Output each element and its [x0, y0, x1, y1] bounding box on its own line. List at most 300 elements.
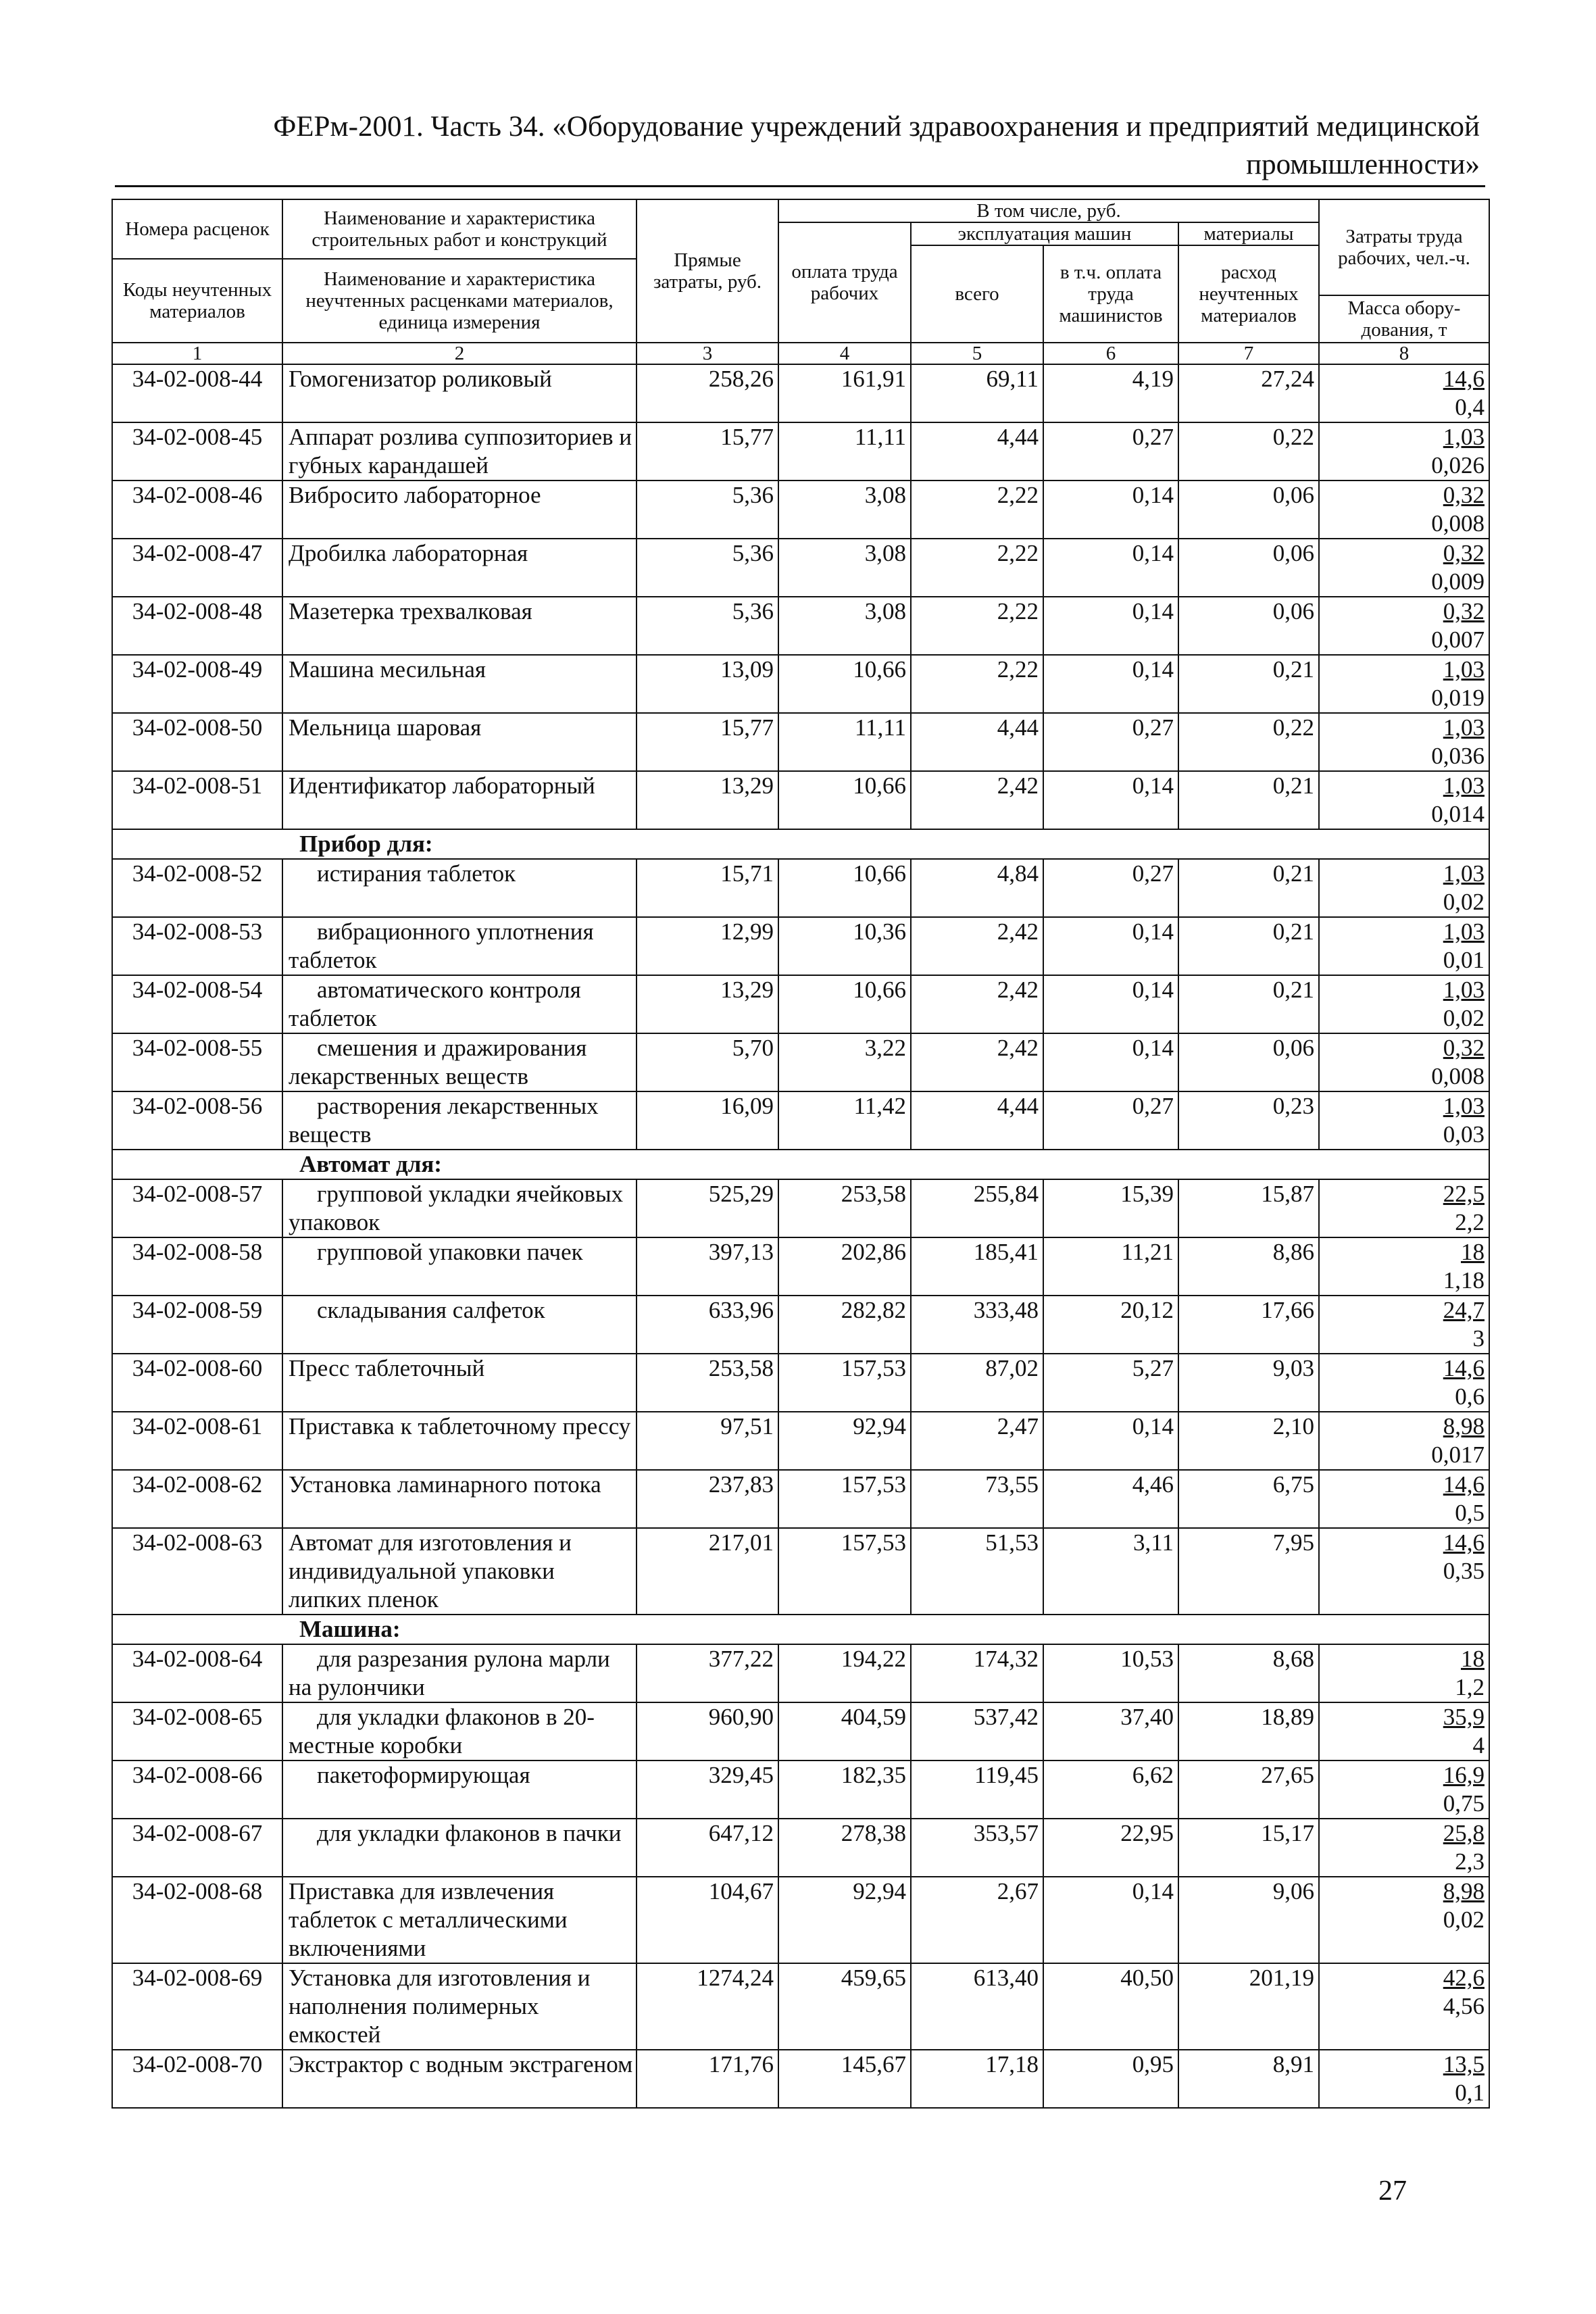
machines-total: 119,45: [911, 1761, 1043, 1819]
rate-name: [282, 2050, 637, 2108]
equipment-mass: 0,01: [1443, 947, 1485, 973]
materials-cost: 9,06: [1178, 1877, 1319, 1963]
machines-total: 2,42: [911, 1033, 1043, 1091]
rate-name-text: для укладки флаконов в 20-местные коробки: [289, 1704, 595, 1758]
labor-and-mass: [1319, 1354, 1489, 1412]
direct-costs: 237,83: [637, 1470, 778, 1528]
machinists-pay: 10,53: [1043, 1644, 1178, 1702]
direct-costs: 5,36: [637, 539, 778, 597]
equipment-mass: 0,014: [1431, 801, 1485, 827]
rate-code: 34-02-008-69: [112, 1963, 282, 2050]
machines-total: 51,53: [911, 1528, 1043, 1615]
table-row: [112, 1877, 1489, 1963]
header-col8-bottom: Масса обору-дования, т: [1319, 295, 1489, 343]
labor-hours: 18: [1461, 1646, 1485, 1672]
labor-pay: 11,42: [778, 1091, 911, 1150]
rate-name: [282, 364, 637, 422]
machinists-pay: 5,27: [1043, 1354, 1178, 1412]
table-row: [112, 917, 1489, 975]
rate-name: [282, 1819, 637, 1877]
rate-name: [282, 422, 637, 481]
labor-pay: 157,53: [778, 1354, 911, 1412]
machinists-pay: 0,14: [1043, 597, 1178, 655]
rate-code: 34-02-008-51: [112, 771, 282, 829]
rate-code: 34-02-008-44: [112, 364, 282, 422]
machinists-pay: 0,14: [1043, 1412, 1178, 1470]
machinists-pay: 0,14: [1043, 917, 1178, 975]
labor-and-mass: [1319, 1528, 1489, 1615]
labor-hours: 25,8: [1443, 1820, 1485, 1846]
header-col1-bottom: Коды неучтенных материалов: [112, 259, 282, 343]
labor-hours: 8,98: [1443, 1413, 1485, 1439]
machinists-pay: 0,14: [1043, 975, 1178, 1033]
rate-code: 34-02-008-48: [112, 597, 282, 655]
table-row: [112, 1644, 1489, 1702]
rate-name-text: Экстрактор с водным экстрагеном: [289, 2051, 633, 2077]
materials-cost: 0,21: [1178, 975, 1319, 1033]
machinists-pay: 20,12: [1043, 1296, 1178, 1354]
equipment-mass: 0,5: [1455, 1500, 1485, 1526]
materials-cost: 0,21: [1178, 771, 1319, 829]
rate-code: 34-02-008-66: [112, 1761, 282, 1819]
direct-costs: 647,12: [637, 1819, 778, 1877]
equipment-mass: 0,75: [1443, 1790, 1485, 1817]
direct-costs: 5,36: [637, 597, 778, 655]
labor-pay: 253,58: [778, 1179, 911, 1237]
machines-total: 2,22: [911, 655, 1043, 713]
labor-pay: 202,86: [778, 1237, 911, 1296]
rate-code: 34-02-008-64: [112, 1644, 282, 1702]
header-col2-top: Наименование и характеристика строительных работ и конструкций: [282, 199, 637, 259]
labor-hours: 1,03: [1443, 714, 1485, 741]
machines-total: 255,84: [911, 1179, 1043, 1237]
section-label: Прибор для:: [112, 829, 1489, 859]
materials-cost: 0,06: [1178, 539, 1319, 597]
rate-code: 34-02-008-70: [112, 2050, 282, 2108]
labor-and-mass: [1319, 771, 1489, 829]
rate-code: 34-02-008-58: [112, 1237, 282, 1296]
labor-pay: 10,66: [778, 771, 911, 829]
machinists-pay: 4,46: [1043, 1470, 1178, 1528]
rate-name-text: пакетоформирующая: [317, 1762, 530, 1788]
labor-pay: 11,11: [778, 422, 911, 481]
labor-pay: 3,22: [778, 1033, 911, 1091]
header-col8-top: Затраты труда рабочих, чел.-ч.: [1319, 199, 1489, 295]
rate-name: [282, 1761, 637, 1819]
equipment-mass: 2,3: [1455, 1848, 1485, 1875]
rate-code: 34-02-008-62: [112, 1470, 282, 1528]
labor-hours: 13,5: [1443, 2051, 1485, 2077]
column-number: 3: [637, 343, 778, 364]
header-col5: всего: [911, 245, 1043, 343]
rate-name-text: Автомат для изготовления и индивидуальной упаковки липких пленок: [289, 1529, 572, 1613]
rate-name: [282, 771, 637, 829]
labor-hours: 14,6: [1443, 1471, 1485, 1498]
table-row: [112, 364, 1489, 422]
machinists-pay: 0,14: [1043, 771, 1178, 829]
rate-name: [282, 655, 637, 713]
direct-costs: 377,22: [637, 1644, 778, 1702]
equipment-mass: 3: [1472, 1325, 1485, 1352]
materials-cost: 8,86: [1178, 1237, 1319, 1296]
materials-cost: 15,87: [1178, 1179, 1319, 1237]
labor-pay: 157,53: [778, 1470, 911, 1528]
rate-name-text: Аппарат розлива суппозиториев и губных карандашей: [289, 424, 632, 478]
table-row: [112, 1354, 1489, 1412]
equipment-mass: 0,02: [1443, 1906, 1485, 1933]
machines-total: 174,32: [911, 1644, 1043, 1702]
labor-and-mass: [1319, 917, 1489, 975]
rate-code: 34-02-008-59: [112, 1296, 282, 1354]
equipment-mass: 0,6: [1455, 1383, 1485, 1410]
header-materials: материалы: [1178, 222, 1319, 245]
labor-hours: 1,03: [1443, 656, 1485, 683]
direct-costs: 15,71: [637, 859, 778, 917]
rate-name-text: складывания салфеток: [317, 1297, 545, 1323]
equipment-mass: 0,35: [1443, 1558, 1485, 1584]
labor-and-mass: [1319, 364, 1489, 422]
equipment-mass: 0,036: [1431, 743, 1485, 769]
materials-cost: 9,03: [1178, 1354, 1319, 1412]
labor-and-mass: [1319, 597, 1489, 655]
title-rule: [115, 185, 1485, 187]
machinists-pay: 0,27: [1043, 1091, 1178, 1150]
equipment-mass: 0,4: [1455, 394, 1485, 420]
labor-hours: 42,6: [1443, 1965, 1485, 1991]
equipment-mass: 0,02: [1443, 889, 1485, 915]
labor-hours: 1,03: [1443, 772, 1485, 799]
table-row: [112, 1296, 1489, 1354]
direct-costs: 5,70: [637, 1033, 778, 1091]
labor-and-mass: [1319, 1237, 1489, 1296]
table-row: [112, 481, 1489, 539]
labor-pay: 10,36: [778, 917, 911, 975]
materials-cost: 27,65: [1178, 1761, 1319, 1819]
rate-name-text: смешения и дражирования лекарственных веществ: [289, 1035, 587, 1089]
table-row: [112, 597, 1489, 655]
materials-cost: 8,91: [1178, 2050, 1319, 2108]
machines-total: 17,18: [911, 2050, 1043, 2108]
direct-costs: 16,09: [637, 1091, 778, 1150]
page-title: ФЕРм-2001. Часть 34. «Оборудование учреждений здравоохранения и предприятий медицинской промышленности»: [273, 111, 1480, 180]
column-number: 6: [1043, 343, 1178, 364]
direct-costs: 329,45: [637, 1761, 778, 1819]
rate-name-text: Мазетерка трехвалковая: [289, 598, 532, 624]
labor-hours: 22,5: [1443, 1181, 1485, 1207]
rate-name-text: вибрационного уплотнения таблеток: [289, 918, 594, 973]
section-row: [112, 829, 1489, 859]
table-row: [112, 1819, 1489, 1877]
machinists-pay: 0,95: [1043, 2050, 1178, 2108]
labor-pay: 3,08: [778, 597, 911, 655]
rate-name: [282, 481, 637, 539]
direct-costs: 258,26: [637, 364, 778, 422]
rate-name: [282, 713, 637, 771]
table-row: [112, 1033, 1489, 1091]
equipment-mass: 0,03: [1443, 1121, 1485, 1148]
materials-cost: 0,22: [1178, 422, 1319, 481]
labor-hours: 1,03: [1443, 860, 1485, 887]
table-row: [112, 539, 1489, 597]
rate-name: [282, 1412, 637, 1470]
labor-and-mass: [1319, 713, 1489, 771]
rate-name: [282, 1702, 637, 1761]
machinists-pay: 0,14: [1043, 655, 1178, 713]
labor-and-mass: [1319, 2050, 1489, 2108]
rate-name-text: Установка для изготовления и наполнения полимерных емкостей: [289, 1965, 591, 2048]
labor-hours: 1,03: [1443, 424, 1485, 450]
table-row: [112, 1179, 1489, 1237]
direct-costs: 13,29: [637, 975, 778, 1033]
equipment-mass: 0,008: [1431, 510, 1485, 537]
equipment-mass: 0,017: [1431, 1442, 1485, 1468]
header-col3: Прямые затраты, руб.: [637, 199, 778, 343]
table-row: [112, 422, 1489, 481]
rate-name: [282, 1644, 637, 1702]
labor-hours: 16,9: [1443, 1762, 1485, 1788]
rate-name: [282, 1091, 637, 1150]
labor-and-mass: [1319, 1412, 1489, 1470]
rate-name-text: Установка ламинарного потока: [289, 1471, 601, 1498]
machinists-pay: 4,19: [1043, 364, 1178, 422]
rate-code: 34-02-008-46: [112, 481, 282, 539]
equipment-mass: 0,009: [1431, 568, 1485, 595]
direct-costs: 397,13: [637, 1237, 778, 1296]
rate-name: [282, 975, 637, 1033]
rate-name: [282, 1963, 637, 2050]
machines-total: 2,67: [911, 1877, 1043, 1963]
labor-hours: 1,03: [1443, 918, 1485, 945]
direct-costs: 633,96: [637, 1296, 778, 1354]
labor-and-mass: [1319, 422, 1489, 481]
labor-pay: 11,11: [778, 713, 911, 771]
header-col7: расход неучтенных материалов: [1178, 245, 1319, 343]
header-col1-top: Номера расценок: [112, 199, 282, 259]
rate-code: 34-02-008-57: [112, 1179, 282, 1237]
rate-name-text: групповой укладки ячейковых упаковок: [289, 1181, 624, 1235]
labor-and-mass: [1319, 1091, 1489, 1150]
rate-name-text: Приставка для извлечения таблеток с металлическими включениями: [289, 1878, 568, 1961]
labor-pay: 161,91: [778, 364, 911, 422]
labor-pay: 10,66: [778, 975, 911, 1033]
machines-total: 2,42: [911, 771, 1043, 829]
materials-cost: 2,10: [1178, 1412, 1319, 1470]
labor-hours: 18: [1461, 1239, 1485, 1265]
rate-code: 34-02-008-63: [112, 1528, 282, 1615]
rate-name: [282, 1470, 637, 1528]
rate-code: 34-02-008-50: [112, 713, 282, 771]
labor-pay: 404,59: [778, 1702, 911, 1761]
machines-total: 2,22: [911, 481, 1043, 539]
materials-cost: 0,23: [1178, 1091, 1319, 1150]
equipment-mass: 0,019: [1431, 685, 1485, 711]
machines-total: 73,55: [911, 1470, 1043, 1528]
equipment-mass: 4,56: [1443, 1993, 1485, 2019]
rate-code: 34-02-008-49: [112, 655, 282, 713]
table-row: [112, 1237, 1489, 1296]
column-number: 2: [282, 343, 637, 364]
labor-and-mass: [1319, 481, 1489, 539]
column-number: 8: [1319, 343, 1489, 364]
materials-cost: 17,66: [1178, 1296, 1319, 1354]
labor-hours: 14,6: [1443, 1529, 1485, 1556]
machines-total: 2,22: [911, 597, 1043, 655]
section-label: Машина:: [112, 1615, 1489, 1644]
rate-name: [282, 539, 637, 597]
equipment-mass: 0,008: [1431, 1063, 1485, 1089]
direct-costs: 13,29: [637, 771, 778, 829]
machinists-pay: 6,62: [1043, 1761, 1178, 1819]
page-number: 27: [1378, 2175, 1407, 2207]
labor-and-mass: [1319, 1963, 1489, 2050]
direct-costs: 1274,24: [637, 1963, 778, 2050]
table-row: [112, 1091, 1489, 1150]
materials-cost: 6,75: [1178, 1470, 1319, 1528]
equipment-mass: 0,1: [1455, 2079, 1485, 2106]
rate-name-text: Дробилка лабораторная: [289, 540, 528, 566]
machines-total: 2,42: [911, 917, 1043, 975]
labor-and-mass: [1319, 1033, 1489, 1091]
header-group: В том числе, руб.: [778, 199, 1319, 222]
machines-total: 4,44: [911, 713, 1043, 771]
rate-name: [282, 1033, 637, 1091]
rate-name: [282, 1237, 637, 1296]
labor-pay: 459,65: [778, 1963, 911, 2050]
rate-name-text: Приставка к таблеточному прессу: [289, 1413, 631, 1439]
equipment-mass: 0,026: [1431, 452, 1485, 478]
direct-costs: 15,77: [637, 422, 778, 481]
labor-pay: 10,66: [778, 859, 911, 917]
rate-code: 34-02-008-56: [112, 1091, 282, 1150]
labor-hours: 1,03: [1443, 1093, 1485, 1119]
machinists-pay: 0,27: [1043, 713, 1178, 771]
rate-name-text: Мельница шаровая: [289, 714, 482, 741]
materials-cost: 0,06: [1178, 1033, 1319, 1091]
rate-name: [282, 1877, 637, 1963]
machines-total: 2,42: [911, 975, 1043, 1033]
labor-pay: 194,22: [778, 1644, 911, 1702]
labor-pay: 182,35: [778, 1761, 911, 1819]
table-row: [112, 655, 1489, 713]
labor-and-mass: [1319, 1179, 1489, 1237]
machinists-pay: 0,27: [1043, 422, 1178, 481]
direct-costs: 104,67: [637, 1877, 778, 1963]
table-row: [112, 1412, 1489, 1470]
labor-pay: 3,08: [778, 481, 911, 539]
column-number: 5: [911, 343, 1043, 364]
rate-name-text: Пресс таблеточный: [289, 1355, 485, 1381]
direct-costs: 12,99: [637, 917, 778, 975]
labor-hours: 14,6: [1443, 1355, 1485, 1381]
direct-costs: 525,29: [637, 1179, 778, 1237]
rate-name: [282, 1296, 637, 1354]
rate-name-text: Гомогенизатор роликовый: [289, 366, 552, 392]
machines-total: 4,84: [911, 859, 1043, 917]
labor-and-mass: [1319, 1819, 1489, 1877]
equipment-mass: 1,18: [1443, 1267, 1485, 1294]
rate-code: 34-02-008-55: [112, 1033, 282, 1091]
rate-name: [282, 1528, 637, 1615]
table-row: [112, 1702, 1489, 1761]
rate-name: [282, 859, 637, 917]
rate-name-text: Машина месильная: [289, 656, 486, 683]
direct-costs: 171,76: [637, 2050, 778, 2108]
machinists-pay: 0,27: [1043, 859, 1178, 917]
rate-code: 34-02-008-47: [112, 539, 282, 597]
section-row: [112, 1150, 1489, 1179]
machines-total: 4,44: [911, 1091, 1043, 1150]
column-number: 1: [112, 343, 282, 364]
labor-hours: 35,9: [1443, 1704, 1485, 1730]
table-row: [112, 1470, 1489, 1528]
table-row: [112, 1963, 1489, 2050]
machinists-pay: 11,21: [1043, 1237, 1178, 1296]
machines-total: 2,22: [911, 539, 1043, 597]
labor-pay: 10,66: [778, 655, 911, 713]
table-row: [112, 2050, 1489, 2108]
machines-total: 537,42: [911, 1702, 1043, 1761]
header-col2-bottom: Наименование и характеристика неучтенных расценками материалов, единица измерения: [282, 259, 637, 343]
rate-code: 34-02-008-54: [112, 975, 282, 1033]
machines-total: 87,02: [911, 1354, 1043, 1412]
table-row: [112, 859, 1489, 917]
equipment-mass: 0,02: [1443, 1005, 1485, 1031]
machinists-pay: 15,39: [1043, 1179, 1178, 1237]
materials-cost: 7,95: [1178, 1528, 1319, 1615]
header-col6: в т.ч. оплата труда машинистов: [1043, 245, 1178, 343]
equipment-mass: 2,2: [1455, 1209, 1485, 1235]
materials-cost: 8,68: [1178, 1644, 1319, 1702]
labor-and-mass: [1319, 1644, 1489, 1702]
rate-name: [282, 597, 637, 655]
machinists-pay: 37,40: [1043, 1702, 1178, 1761]
labor-pay: 145,67: [778, 2050, 911, 2108]
labor-and-mass: [1319, 975, 1489, 1033]
materials-cost: 0,06: [1178, 597, 1319, 655]
rate-code: 34-02-008-67: [112, 1819, 282, 1877]
rate-code: 34-02-008-61: [112, 1412, 282, 1470]
direct-costs: 5,36: [637, 481, 778, 539]
machines-total: 2,47: [911, 1412, 1043, 1470]
materials-cost: 0,06: [1178, 481, 1319, 539]
materials-cost: 0,21: [1178, 655, 1319, 713]
machines-total: 4,44: [911, 422, 1043, 481]
rate-code: 34-02-008-68: [112, 1877, 282, 1963]
machinists-pay: 22,95: [1043, 1819, 1178, 1877]
rate-name: [282, 1179, 637, 1237]
rate-name-text: истирания таблеток: [317, 860, 516, 887]
rate-name-text: растворения лекарственных веществ: [289, 1093, 599, 1148]
rates-table: [111, 199, 1490, 2109]
rate-name: [282, 1354, 637, 1412]
materials-cost: 0,21: [1178, 859, 1319, 917]
machinists-pay: 40,50: [1043, 1963, 1178, 2050]
labor-and-mass: [1319, 655, 1489, 713]
materials-cost: 0,21: [1178, 917, 1319, 975]
materials-cost: 0,22: [1178, 713, 1319, 771]
direct-costs: 13,09: [637, 655, 778, 713]
machinists-pay: 3,11: [1043, 1528, 1178, 1615]
rate-name-text: групповой упаковки пачек: [317, 1239, 583, 1265]
labor-hours: 0,32: [1443, 598, 1485, 624]
labor-and-mass: [1319, 1702, 1489, 1761]
rate-code: 34-02-008-60: [112, 1354, 282, 1412]
column-number: 4: [778, 343, 911, 364]
section-label: Автомат для:: [112, 1150, 1489, 1179]
labor-pay: 92,94: [778, 1412, 911, 1470]
machinists-pay: 0,14: [1043, 481, 1178, 539]
labor-and-mass: [1319, 1761, 1489, 1819]
